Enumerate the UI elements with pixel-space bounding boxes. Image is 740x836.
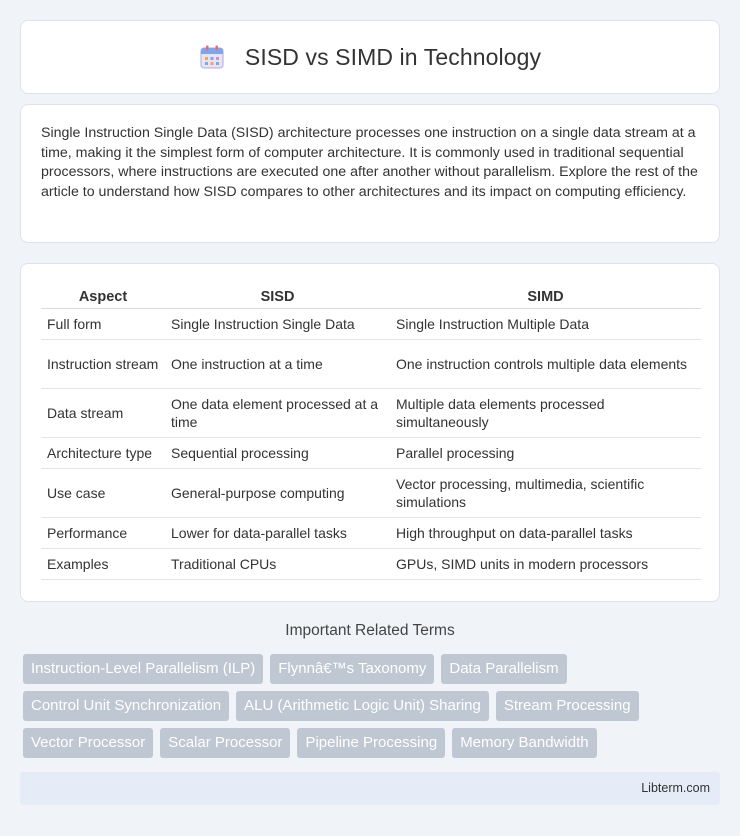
table-cell: One data element processed at a time [165, 388, 390, 437]
table-header-cell: Aspect [41, 284, 165, 308]
related-terms-title: Important Related Terms [285, 622, 455, 639]
term-tag[interactable]: Flynnâ€™s Taxonomy [270, 654, 434, 684]
table-header-cell: SISD [165, 284, 390, 308]
table-cell: Lower for data-parallel tasks [165, 517, 390, 548]
term-tag[interactable]: Memory Bandwidth [452, 728, 596, 758]
term-tag[interactable]: Stream Processing [496, 691, 639, 721]
table-row [41, 388, 701, 437]
table-cell: Single Instruction Single Data [165, 308, 390, 339]
table-cell: Performance [41, 517, 165, 548]
table-cell: Use case [41, 468, 165, 517]
term-tag[interactable]: Instruction-Level Parallelism (ILP) [23, 654, 263, 684]
term-tag[interactable]: Vector Processor [23, 728, 153, 758]
table-row [41, 339, 701, 388]
table-cell: Parallel processing [390, 437, 701, 468]
term-tag[interactable]: Pipeline Processing [297, 728, 445, 758]
table-cell: One instruction controls multiple data elements [390, 339, 701, 388]
table-row [41, 468, 701, 517]
tag-row [23, 728, 723, 758]
term-tag[interactable]: Data Parallelism [441, 654, 566, 684]
table-row [41, 437, 701, 468]
table-cell: Instruction stream [41, 339, 165, 388]
page-title: SISD vs SIMD in Technology [244, 43, 542, 70]
header-card [20, 20, 720, 94]
table-cell: One instruction at a time [165, 339, 390, 388]
table-cell: High throughput on data-parallel tasks [390, 517, 701, 548]
term-tag[interactable]: Scalar Processor [160, 728, 290, 758]
table-cell: Sequential processing [165, 437, 390, 468]
related-terms-list [23, 654, 723, 765]
comparison-table [41, 284, 701, 580]
tag-row [23, 654, 723, 684]
footer-site-link[interactable]: Libterm.com [641, 781, 710, 795]
table-header-cell: SIMD [390, 284, 701, 308]
table-cell: Single Instruction Multiple Data [390, 308, 701, 339]
table-cell: Vector processing, multimedia, scientific simulations [390, 468, 701, 517]
table-row [41, 517, 701, 548]
table-cell: Examples [41, 548, 165, 579]
table-cell: Traditional CPUs [165, 548, 390, 579]
table-row [41, 548, 701, 579]
table-row [41, 308, 701, 339]
table-cell: GPUs, SIMD units in modern processors [390, 548, 701, 579]
intro-card [20, 104, 720, 243]
intro-paragraph: Single Instruction Single Data (SISD) architecture processes one instruction on a single data stream at a time, making it the simplest form of computer architecture. It is commonly used in traditional sequential processors, where instructions are executed one after another without parallelism. Explore the rest of the article to understand how SISD compares to other architectures and its impact on computing efficiency. [41, 125, 698, 200]
table-cell: Data stream [41, 388, 165, 437]
table-cell: General-purpose computing [165, 468, 390, 517]
footer [20, 772, 720, 805]
calendar-icon [199, 44, 225, 70]
table-header-row [41, 284, 701, 308]
term-tag[interactable]: ALU (Arithmetic Logic Unit) Sharing [236, 691, 489, 721]
comparison-table-card [20, 263, 720, 602]
table-cell: Full form [41, 308, 165, 339]
table-cell: Multiple data elements processed simultaneously [390, 388, 701, 437]
term-tag[interactable]: Control Unit Synchronization [23, 691, 229, 721]
tag-row [23, 691, 723, 721]
table-cell: Architecture type [41, 437, 165, 468]
